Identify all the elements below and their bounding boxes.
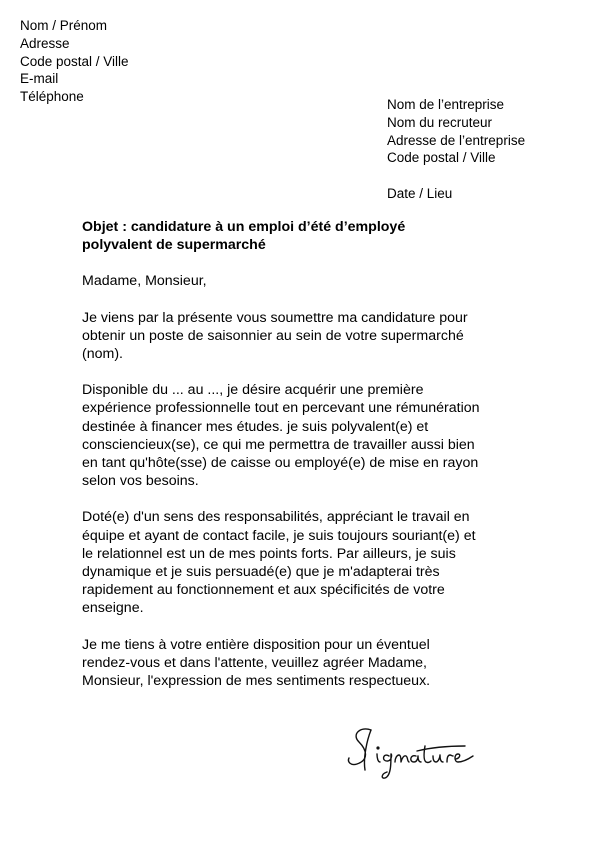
paragraph-4 xyxy=(82,636,532,691)
sender-name: Nom / Prénom xyxy=(20,18,108,33)
subject-line: Objet : candidature à un emploi d’été d’employé xyxy=(82,219,406,235)
paragraph-line: Doté(e) d'un sens des responsabilités, appréciant le travail en xyxy=(82,509,470,526)
subject-line: polyvalent de supermarché xyxy=(82,237,266,254)
paragraph-line: en tant qu'hôte(sse) de caisse ou employé(e) de mise en rayon xyxy=(82,455,479,472)
paragraph-2 xyxy=(82,381,532,490)
subject xyxy=(82,218,532,254)
paragraph-line: Je viens par la présente vous soumettre ma candidature pour xyxy=(82,309,468,326)
handwritten-signature xyxy=(343,718,493,788)
sender-address: Adresse xyxy=(20,35,70,51)
paragraph-line: enseigne. xyxy=(82,600,144,617)
paragraph-line: destinée à financer mes études. je suis polyvalent(e) et xyxy=(82,418,429,435)
paragraph-line: Je me tiens à votre entière disposition pour un éventuel xyxy=(82,636,430,653)
paragraph-line: équipe et ayant de contact facile, je suis toujours souriant(e) et xyxy=(82,527,476,544)
sender-email: E-mail xyxy=(20,71,59,87)
paragraph-line: le relationnel est un de mes points forts. Par ailleurs, je suis xyxy=(82,545,456,562)
paragraph-line: obtenir un poste de saisonnier au sein de votre supermarché xyxy=(82,327,464,344)
paragraph-line: rapidement au fonctionnement et aux spécificités de votre xyxy=(82,582,445,599)
paragraph-line: consciencieux(se), ce qui me permettra de travailler aussi bien xyxy=(82,436,475,453)
paragraph-line: (nom). xyxy=(82,346,123,363)
sender-block xyxy=(20,17,129,106)
paragraph-line: expérience professionnelle tout en percevant une rémunération xyxy=(82,400,480,417)
paragraph-line: dynamique et je suis persuadé(e) que je m'adapterai très xyxy=(82,564,440,581)
paragraph-1 xyxy=(82,309,532,364)
paragraph-3 xyxy=(82,508,532,617)
sender-city: Code postal / Ville xyxy=(20,53,129,69)
recipient-city: Code postal / Ville xyxy=(387,150,496,166)
paragraph-line: Disponible du ... au ..., je désire acquérir une première xyxy=(82,382,424,399)
recipient-company: Nom de l’entreprise xyxy=(387,97,505,112)
recipient-address: Adresse de l’entreprise xyxy=(387,132,526,148)
sender-phone: Téléphone xyxy=(20,89,84,105)
paragraph-line: rendez-vous et dans l'attente, veuillez agréer Madame, xyxy=(82,654,427,671)
recipient-recruiter: Nom du recruteur xyxy=(387,114,493,130)
paragraph-line: Monsieur, l'expression de mes sentiments respectueux. xyxy=(82,673,431,690)
greeting: Madame, Monsieur, xyxy=(82,273,207,290)
recipient-block xyxy=(387,96,525,167)
date-place: Date / Lieu xyxy=(387,186,453,201)
paragraph-line: selon vos besoins. xyxy=(82,473,199,490)
letter-body xyxy=(82,218,532,708)
